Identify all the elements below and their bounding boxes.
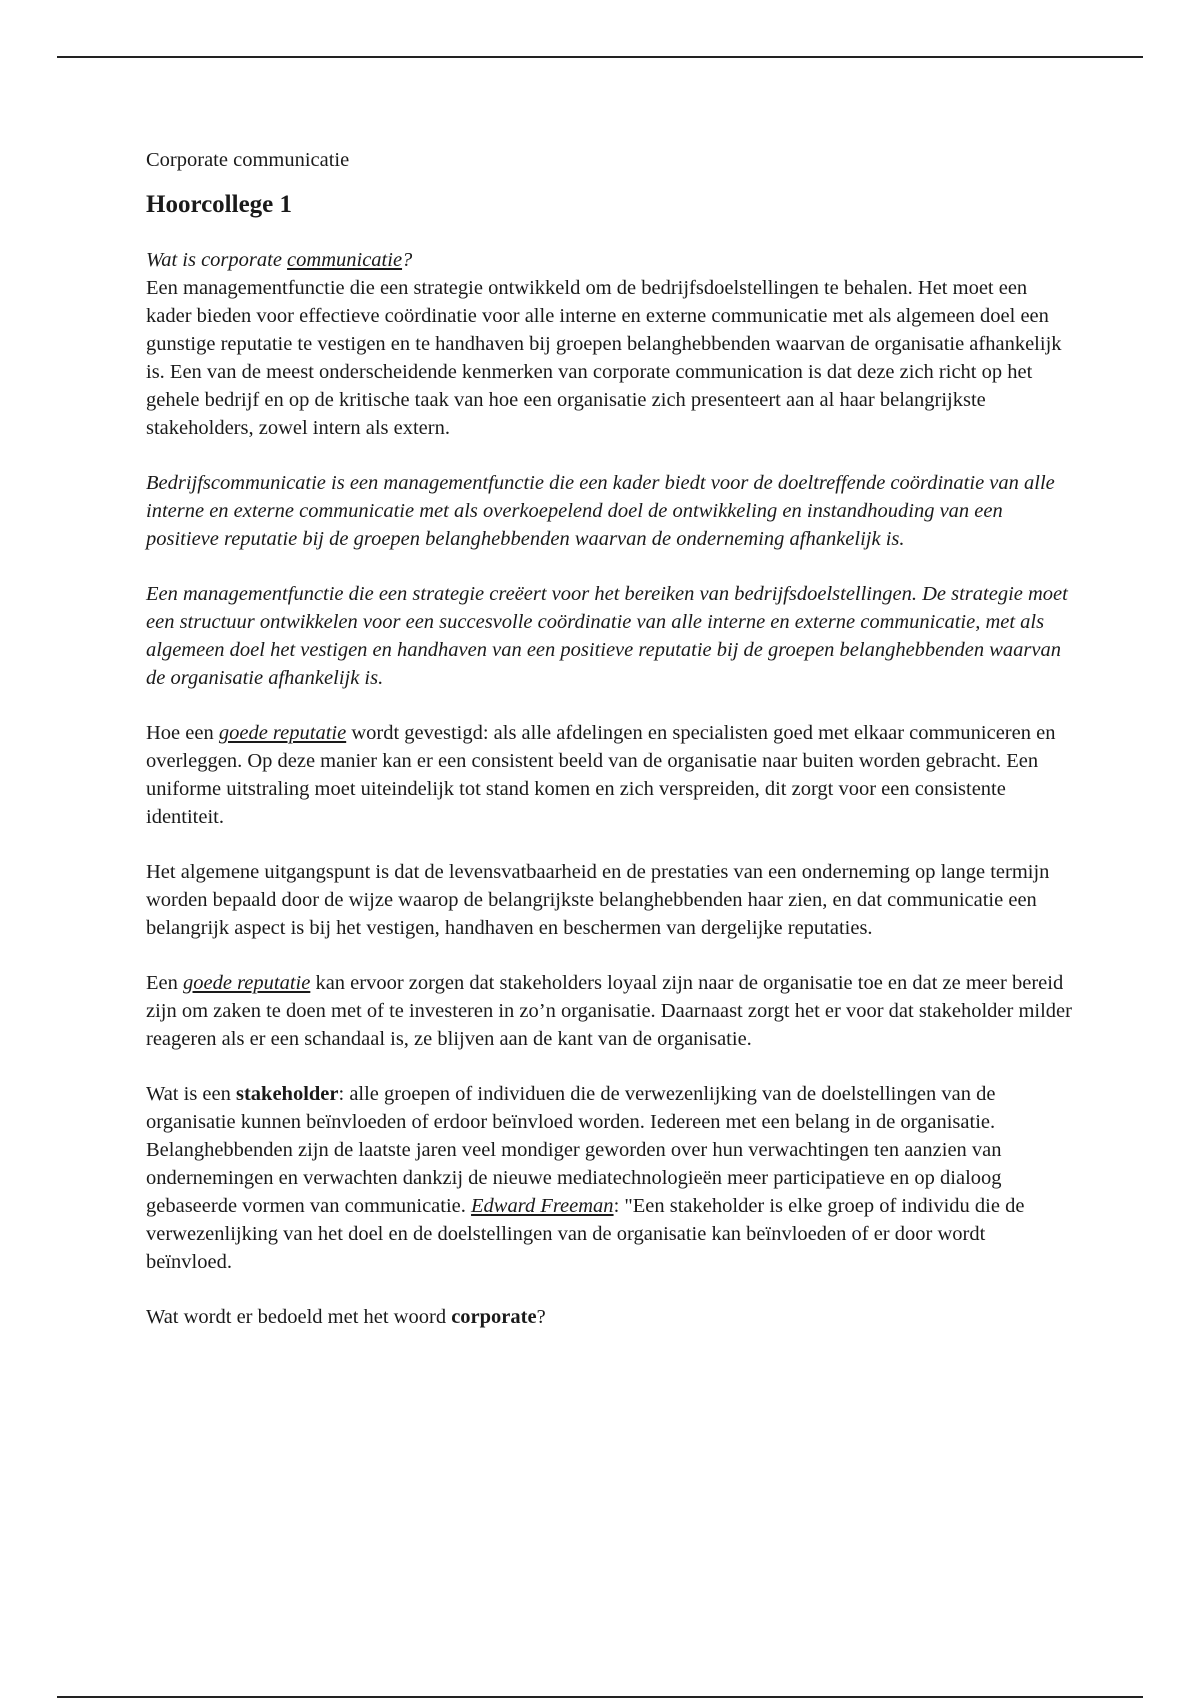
stakeholder-quote: : "Een stakeholder is elke groep of individu die de verwezenlijking van het doel en de doelstellingen van de organisatie kan beïnvloeden of er door wordt beïnvloed.: [146, 1195, 1025, 1273]
top-divider: [57, 56, 1143, 58]
bottom-divider: [57, 1696, 1143, 1698]
definition-question-suffix: ?: [402, 249, 413, 271]
reputation-2-term: goede reputatie: [183, 972, 311, 994]
reputation-1-prefix: Hoe een: [146, 722, 219, 744]
corporate-question-suffix: ?: [536, 1306, 546, 1328]
page-title: Hoorcollege 1: [146, 191, 293, 218]
document-label: Corporate communicatie: [146, 149, 350, 171]
corporate-question-prefix: Wat wordt er bedoeld met het woord: [146, 1306, 452, 1328]
stakeholder-term: stakeholder: [236, 1083, 339, 1105]
premise-paragraph: Het algemene uitgangspunt is dat de levensvatbaarheid en de prestaties van een onderneming op lange termijn worden bepaald door de wijze waarop de belangrijkste belanghebbenden haar zien, en dat communicatie een belangrijk aspect is bij het vestigen, handhaven en beschermen van dergelijke reputaties.: [146, 861, 1050, 939]
reputation-2-prefix: Een: [146, 972, 183, 994]
stakeholder-paragraph: [146, 1080, 1076, 1276]
reputation-paragraph-2: [146, 969, 1076, 1053]
definition-text: Een managementfunctie die een strategie ontwikkeld om de bedrijfsdoelstellingen te behalen. Het moet een kader bieden voor effectieve coördinatie voor alle interne en externe communicatie met als algemeen doel een gunstige reputatie te vestigen en te handhaven bij groepen belanghebbenden waarvan de organisatie afhankelijk is. Een van de meest onderscheidende kenmerken van corporate communication is dat deze zich richt op het gehele bedrijf en op de kritische taak van hoe een organisatie zich presenteert aan al haar belangrijkste stakeholders, zowel intern als extern.: [146, 277, 1062, 439]
definition-question-prefix: Wat is corporate: [146, 249, 288, 271]
definition-question-term: communicatie: [287, 249, 403, 271]
definition-paragraph: [146, 246, 1076, 442]
document-page: [146, 146, 1076, 1358]
stakeholder-author: Edward Freeman: [471, 1195, 614, 1217]
corporate-question: [146, 1303, 1076, 1331]
stakeholder-text: : alle groepen of individuen die de verwezenlijking van de doelstellingen van de organisatie kunnen beïnvloeden of erdoor beïnvloed worden. Iedereen met een belang in de organisatie. Belanghebbenden zijn de laatste jaren veel mondiger geworden over hun verwachtingen ten aanzien van ondernemingen en verwachten dankzij de nieuwe mediatechnologieën meer participatieve en op dialoog gebaseerde vormen van communicatie.: [146, 1083, 1002, 1217]
italic-definition-1: Bedrijfscommunicatie is een managementfunctie die een kader biedt voor de doeltreffende coördinatie van alle interne en externe communicatie met als overkoepelend doel de ontwikkeling en instandhouding van een positieve reputatie bij de groepen belanghebbenden waarvan de onderneming afhankelijk is.: [146, 472, 1055, 550]
reputation-paragraph-1: [146, 719, 1076, 831]
italic-definition-2: Een managementfunctie die een strategie creëert voor het bereiken van bedrijfsdoelstellingen. De strategie moet een structuur ontwikkelen voor een succesvolle coördinatie van alle interne en externe communicatie, met als algemeen doel het vestigen en handhaven van een positieve reputatie bij de groepen belanghebbenden waarvan de organisatie afhankelijk is.: [146, 583, 1068, 689]
reputation-1-text: wordt gevestigd: als alle afdelingen en specialisten goed met elkaar communiceren en overleggen. Op deze manier kan er een consistent beeld van de organisatie naar buiten worden gebracht. Een uniforme uitstraling moet uiteindelijk tot stand komen en zich verspreiden, dit zorgt voor een consistente identiteit.: [146, 722, 1056, 828]
stakeholder-prefix: Wat is een: [146, 1083, 236, 1105]
reputation-1-term: goede reputatie: [218, 722, 347, 744]
definition-question: [146, 249, 412, 271]
corporate-question-term: corporate: [451, 1306, 537, 1328]
reputation-2-text: kan ervoor zorgen dat stakeholders loyaal zijn naar de organisatie toe en dat ze meer bereid zijn om zaken te doen met of te investeren in zo’n organisatie. Daarnaast zorgt het er voor dat stakeholder milder reageren als er een schandaal is, ze blijven aan de kant van de organisatie.: [146, 972, 1072, 1050]
